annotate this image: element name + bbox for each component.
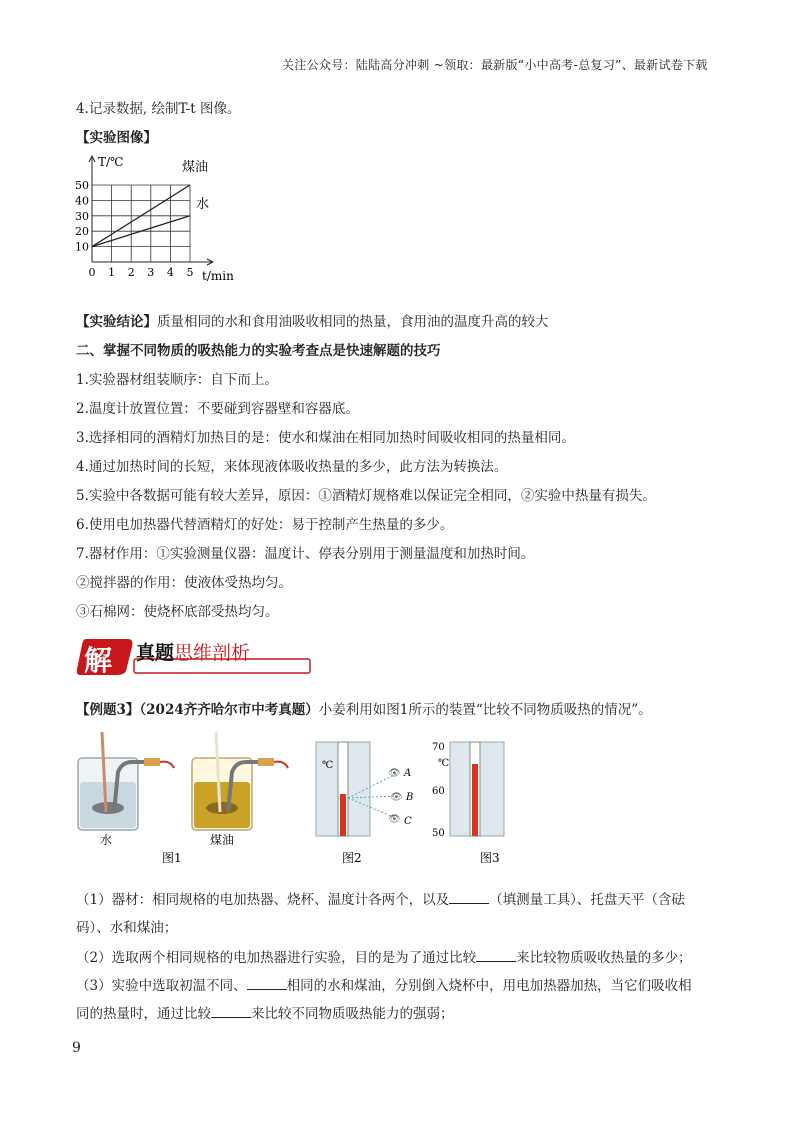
fig3-t70: 70: [432, 742, 445, 753]
example-tag: 【例题3】: [76, 702, 140, 718]
fig3-t60: 60: [432, 786, 445, 797]
q1-part-b: （填测量工具）、托盘天平（含砝: [489, 892, 685, 908]
eye-c-label: C: [404, 816, 412, 827]
x-tick-label: 5: [186, 266, 194, 279]
fig1-label: 图1: [162, 851, 182, 865]
fig3-unit: ℃: [438, 758, 450, 769]
x-tick-label: 0: [88, 266, 96, 279]
list-item: 5.实验中各数据可能有较大差异，原因：①酒精灯规格难以保证完全相同，②实验中热量有损失。: [76, 488, 656, 504]
fig3-label: 图3: [480, 851, 500, 865]
y-tick-label: 40: [75, 194, 89, 208]
step-4: 4.记录数据, 绘制T-t 图像。: [76, 101, 241, 117]
banner-jie: 解: [84, 644, 113, 677]
list-item: ③石棉网：使烧杯底部受热均匀。: [76, 604, 279, 620]
list-item: 3.选择相同的酒精灯加热目的是：使水和煤油在相同加热时间吸收相同的热量相同。: [76, 430, 575, 446]
x-tick-label: 1: [108, 266, 116, 279]
exp-image-label: 【实验图像】: [76, 130, 157, 146]
y-tick-label: 50: [75, 179, 89, 192]
q3-part-d: 来比较不同物质吸热能力的强弱；: [251, 1006, 454, 1022]
q3-part-c: 同的热量时，通过比较: [76, 1006, 211, 1022]
thermometer-fig3: [450, 742, 504, 836]
q2-part-a: （2）选取两个相同规格的电加热器进行实验，目的是为了通过比较: [76, 950, 477, 966]
question-1: [76, 886, 716, 942]
y-tick-label: 20: [75, 225, 89, 239]
list-item: 2.温度计放置位置：不要碰到容器壁和容器底。: [76, 401, 359, 417]
series-label: 水: [196, 196, 210, 212]
banner-title: [136, 638, 250, 665]
fig2-unit: ℃: [322, 760, 334, 771]
question-2: [76, 944, 716, 972]
q1-part-c: 码）、水和煤油；: [76, 920, 178, 936]
example-text: 小姜利用如图1所示的装置“比较不同物质吸热的情况”。: [318, 702, 652, 718]
beaker-water: [78, 732, 174, 830]
fig2-label: 图2: [342, 851, 362, 865]
thermometer-fig2: [316, 742, 370, 836]
example-3: [76, 700, 652, 720]
conclusion-label: 【实验结论】: [76, 314, 157, 330]
conclusion-text: 质量相同的水和食用油吸收相同的热量，食用油的温度升高的较大: [157, 314, 549, 330]
y-tick-label: 10: [75, 240, 89, 254]
temperature-time-chart: [70, 150, 250, 300]
list-item: 7.器材作用：①实验测量仪器：温度计、停表分别用于测量温度和加热时间。: [76, 546, 535, 562]
eye-a-icon: 👁: [388, 768, 401, 779]
q3-part-b: 相同的水和煤油，分别倒入烧杯中，用电加热器加热，当它们吸收相: [286, 978, 692, 994]
fig3-t50: 50: [432, 828, 445, 839]
question-3: [76, 972, 716, 1028]
answer-blank[interactable]: [449, 889, 489, 904]
q3-part-a: （3）实验中选取初温不同、: [76, 978, 247, 994]
figures: [70, 732, 510, 872]
list-item: 4.通过加热时间的长短，来体现液体吸收热量的多少，此方法为转换法。: [76, 459, 508, 475]
conclusion: [76, 312, 549, 332]
page-header: 关注公众号：陆陆高分冲刺 ~领取：最新版“小中高考-总复习”、最新试卷下载: [282, 58, 708, 72]
water-label: 水: [100, 833, 113, 847]
beaker-kerosene: [192, 732, 288, 830]
eye-a-label: A: [404, 768, 412, 779]
list-item: 6.使用电加热器代替酒精灯的好处：易于控制产生热量的多少。: [76, 517, 454, 533]
banner-rest: 思维剖析: [174, 642, 251, 664]
x-tick-label: 4: [166, 266, 174, 279]
eye-c-icon: 👁: [388, 814, 401, 825]
q1-part-a: （1）器材：相同规格的电加热器、烧杯、温度计各两个，以及: [76, 892, 450, 908]
answer-blank[interactable]: [211, 1003, 251, 1018]
section-banner: [76, 633, 316, 677]
y-axis-label: T/℃: [98, 155, 124, 169]
y-tick-label: 30: [75, 209, 89, 223]
section-2-title: 二、掌握不同物质的吸热能力的实验考查点是快速解题的技巧: [76, 343, 441, 359]
series-label: 煤油: [182, 160, 209, 175]
answer-blank[interactable]: [476, 947, 516, 962]
kerosene-label: 煤油: [210, 833, 235, 847]
list-item: 1.实验器材组装顺序：自下而上。: [76, 372, 278, 388]
banner-zhenti: 真题: [136, 642, 175, 664]
x-tick-label: 2: [127, 266, 135, 279]
x-tick-label: 3: [147, 266, 155, 279]
q2-part-b: 来比较物质吸收热量的多少；: [516, 950, 692, 966]
list-item: ②搅拌器的作用：使液体受热均匀。: [76, 575, 292, 591]
page-number: 9: [72, 1040, 81, 1056]
eye-b-icon: 👁: [390, 792, 403, 803]
x-axis-label: t/min: [202, 269, 234, 283]
answer-blank[interactable]: [247, 975, 287, 990]
example-source: （2024齐齐哈尔市中考真题）: [139, 702, 319, 718]
eye-b-label: B: [406, 792, 414, 803]
